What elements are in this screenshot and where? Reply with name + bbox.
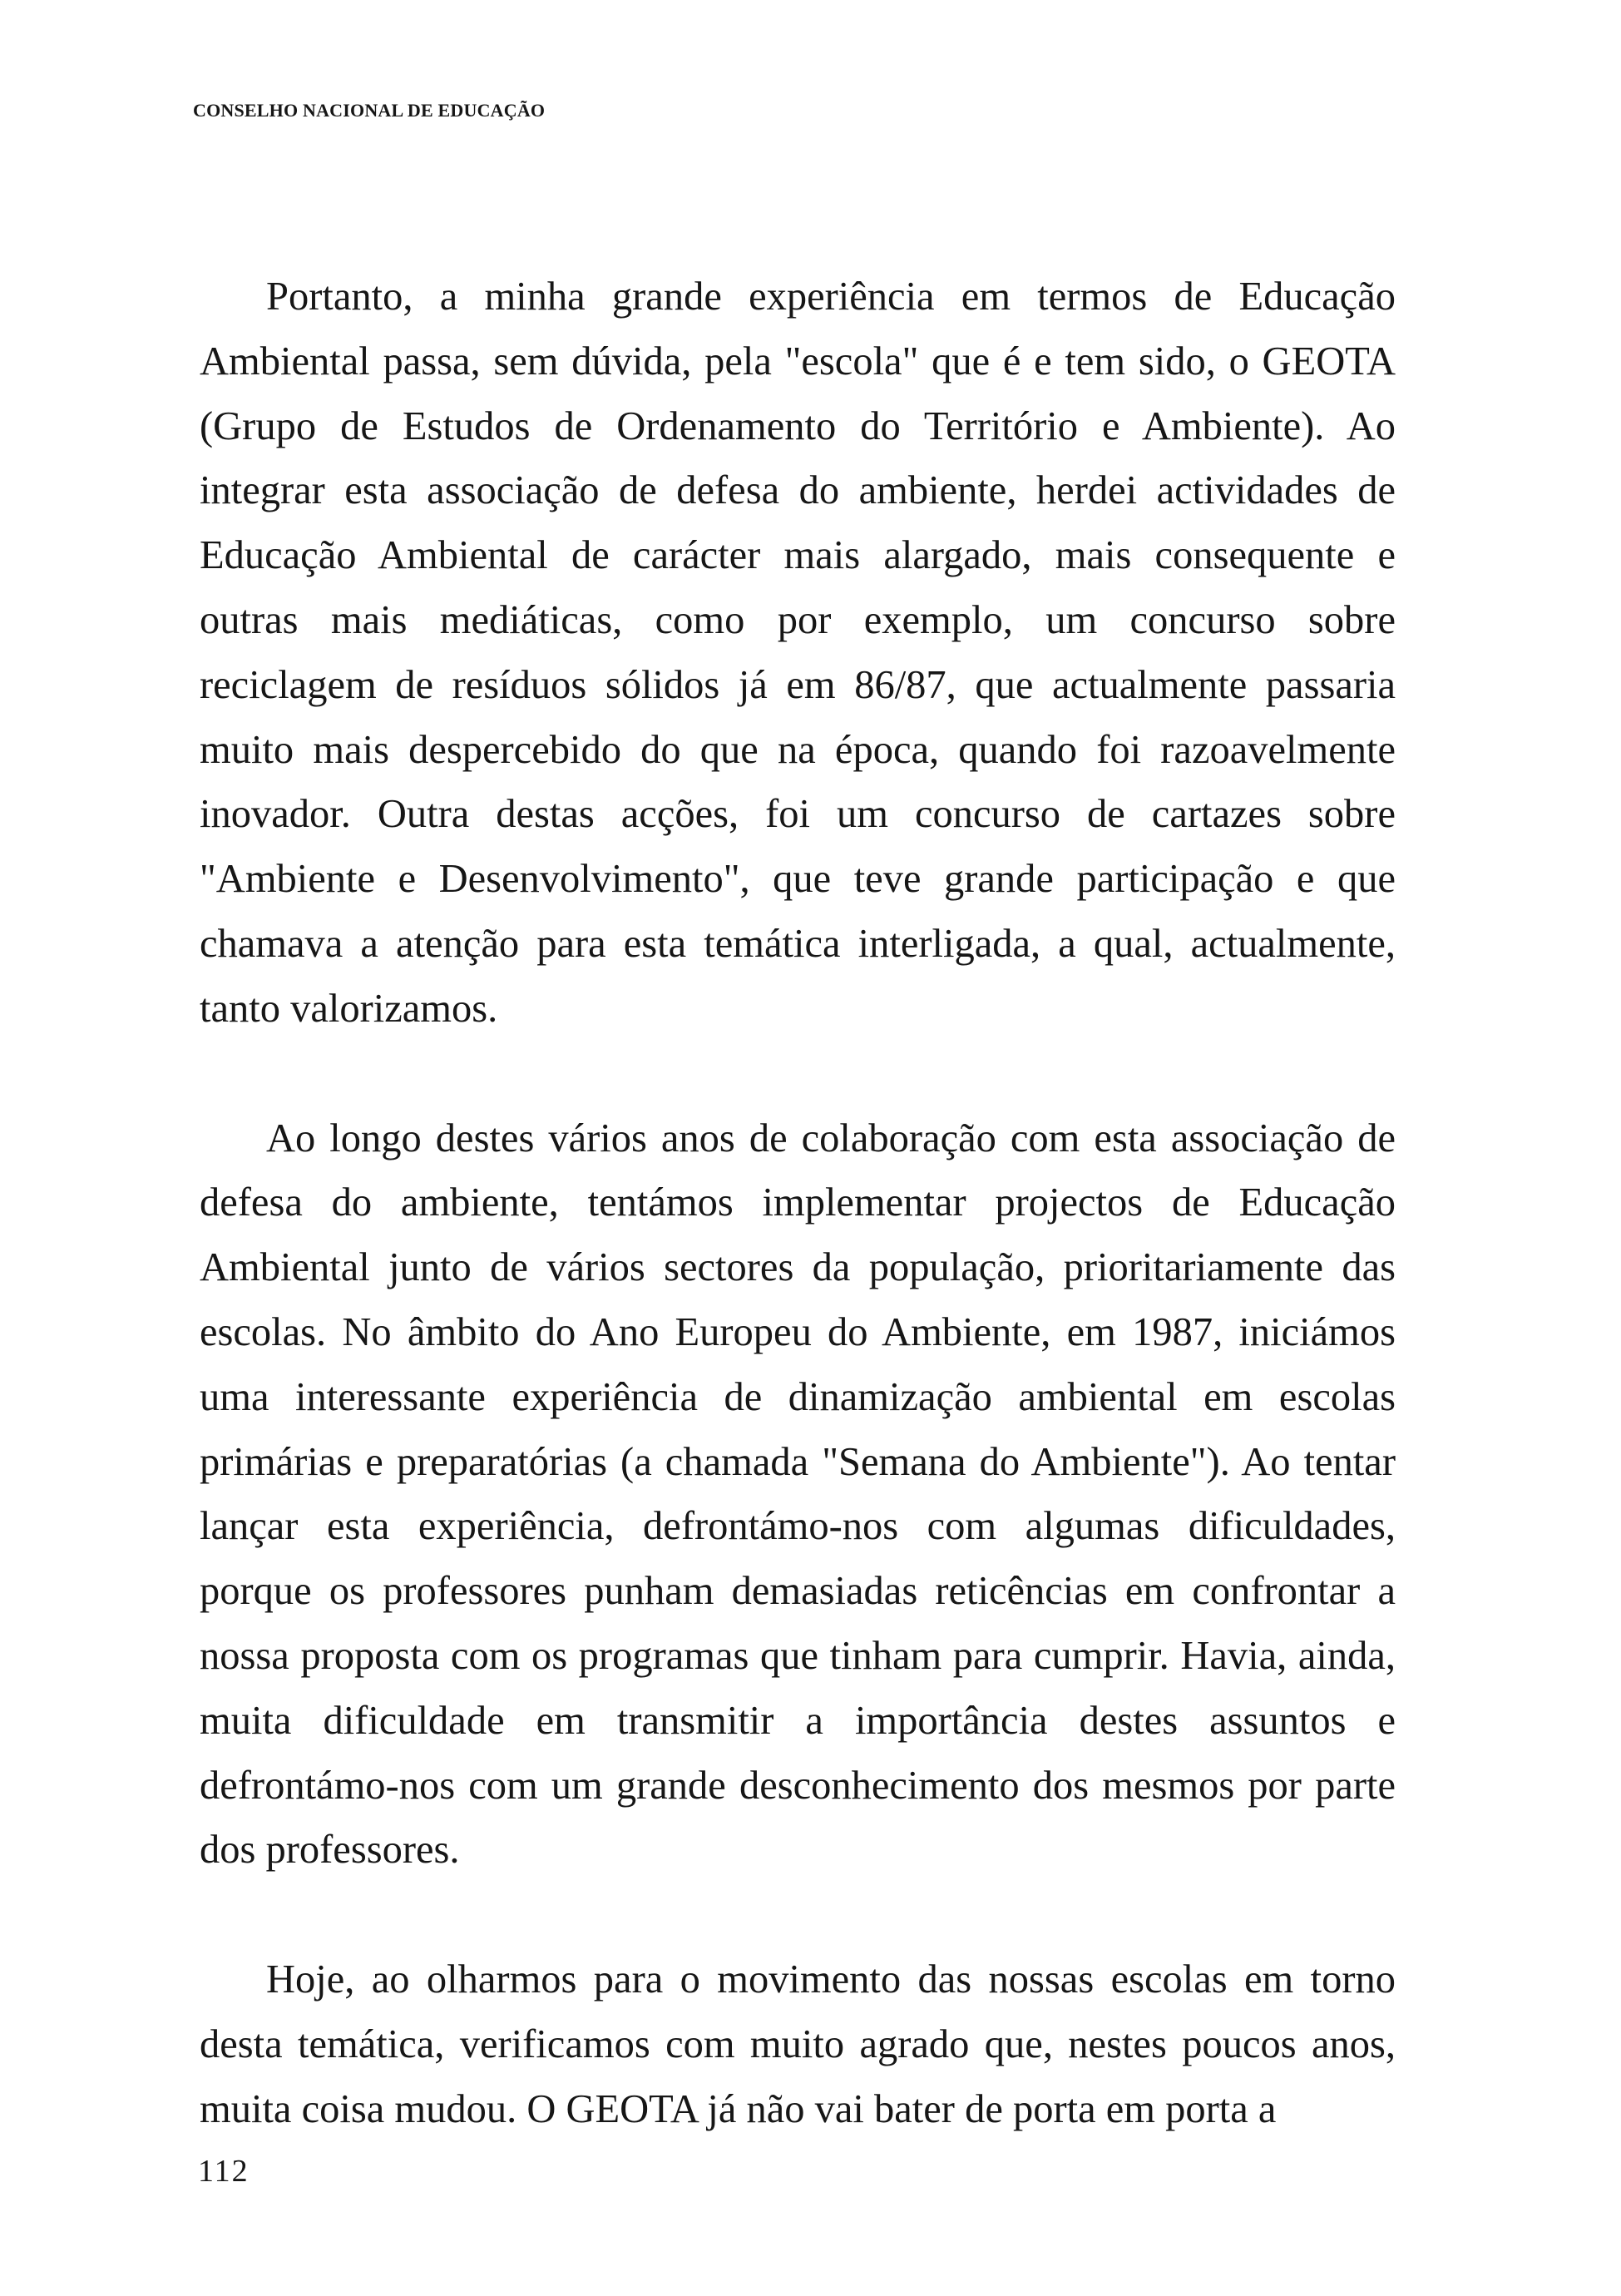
page-number: 112 xyxy=(198,2154,250,2189)
paragraph-3: Hoje, ao olharmos para o movimento das nossas escolas em torno desta temática, verificamos com muito agrado que, nestes poucos anos, muita coisa mudou. O GEOTA já não vai bater de porta em porta a xyxy=(200,1957,1396,2131)
paragraph-1: Portanto, a minha grande experiência em termos de Educação Ambiental passa, sem dúvida, pela "escola" que é e tem sido, o GEOTA (Grupo de Estudos de Ordenamento do Território e Ambiente). Ao integrar esta associação de defesa do ambiente, herdei actividades de Educação Ambiental de carácter mais alargado, mais consequente e outras mais mediáticas, como por exemplo, um concurso sobre reciclagem de resíduos sólidos já em 86/87, que actualmente passaria muito mais despercebido do que na época, quando foi razoavelmente inovador. Outra destas acções, foi um concurso de cartazes sobre "Ambiente e Desenvolvimento", que teve grande participação e que chamava a atenção para esta temática interligada, a qual, actualmente, tanto valorizamos. xyxy=(200,275,1396,1031)
body-text xyxy=(200,265,1396,2142)
paragraph-2: Ao longo destes vários anos de colaboração com esta associação de defesa do ambiente, tentámos implementar projectos de Educação Ambiental junto de vários sectores da população, prioritariamente das escolas. No âmbito do Ano Europeu do Ambiente, em 1987, iniciámos uma interessante experiência de dinamização ambiental em escolas primárias e preparatórias (a chamada "Semana do Ambiente"). Ao tentar lançar esta experiência, defrontámo-nos com algumas dificuldades, porque os professores punham demasiadas reticências em confrontar a nossa proposta com os programas que tinham para cumprir. Havia, ainda, muita dificuldade em transmitir a importância destes assuntos e defrontámo-nos com um grande desconhecimento dos mesmos por parte dos professores. xyxy=(200,1116,1396,1873)
running-header: CONSELHO NACIONAL DE EDUCAÇÃO xyxy=(193,100,546,121)
